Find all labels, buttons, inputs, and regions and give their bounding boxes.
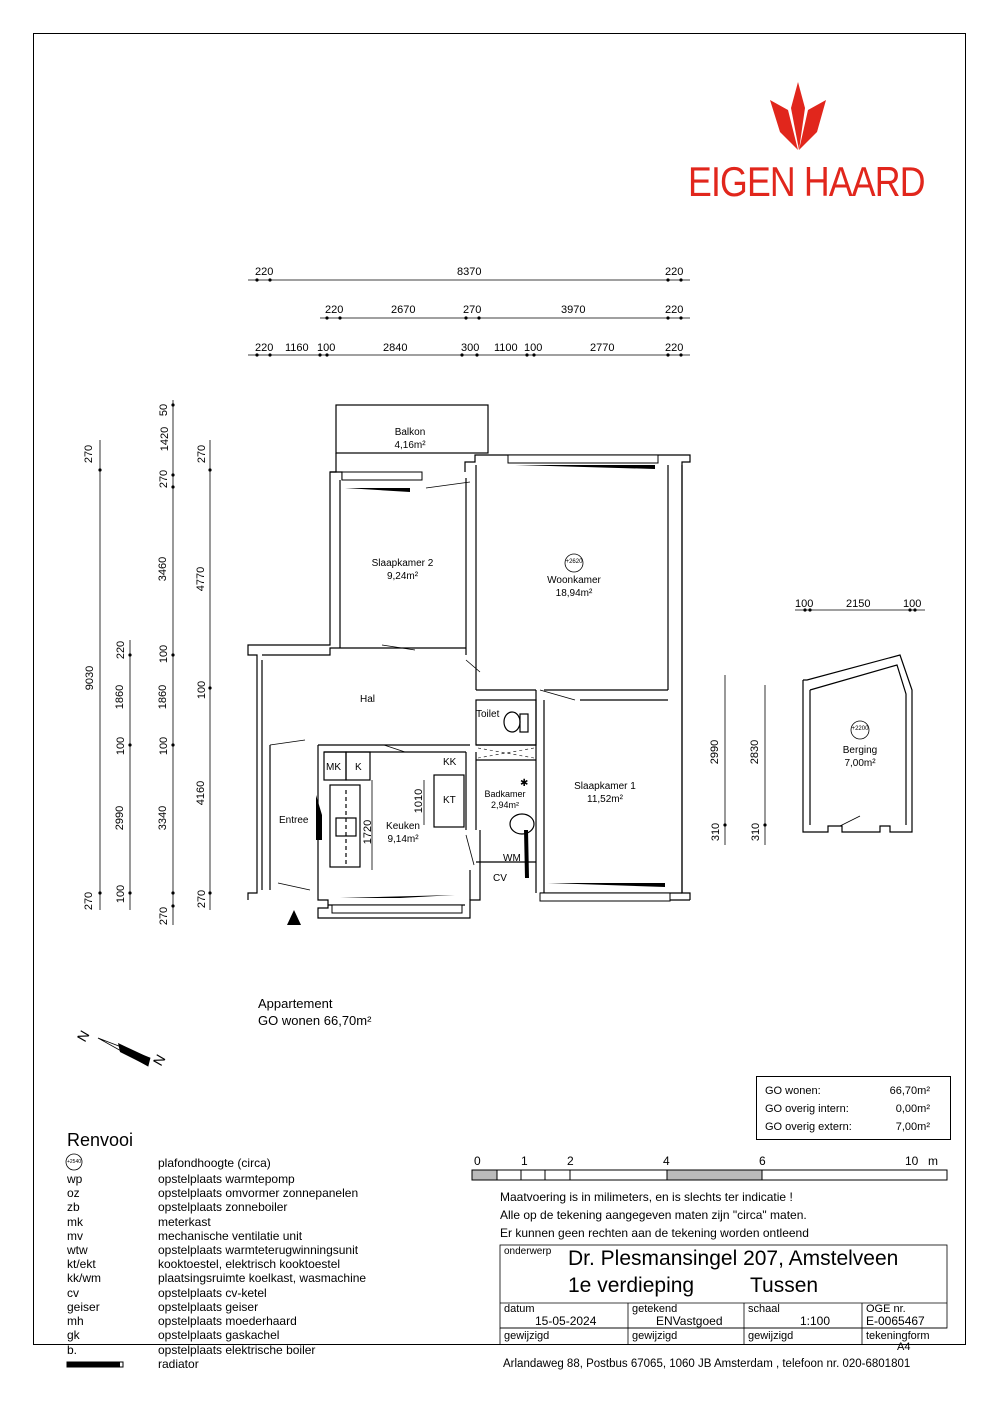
area-value: 7,00m² [895,1121,930,1133]
legend-abbr: geiser [67,1300,100,1314]
dim-label: 270 [196,444,209,464]
room-area: 11,52m² [587,794,623,805]
legend-abbr: kk/wm [67,1271,101,1285]
legend-desc: opstelplaats cv-ketel [158,1286,267,1300]
compass-letter: N [73,1027,93,1045]
legend-abbr: wtw [67,1243,88,1257]
dim-label: 1860 [114,684,127,710]
dim-label: 220 [115,640,128,660]
scale-tick: 6 [759,1154,766,1168]
room-badkamer [480,789,530,811]
dim-label: 220 [255,266,274,278]
summary-line2: GO wonen 66,70m² [258,1013,372,1028]
room-name: Slaapkamer 2 [371,558,434,569]
room-name: Woonkamer [547,575,601,586]
dim-label: 270 [196,889,209,909]
dim-label: 310 [750,822,763,842]
room-toilet: Toilet [476,709,500,720]
room-entree: Entree [279,815,309,826]
dim-label: 1420 [159,426,172,452]
scale-tick: 10 [905,1154,919,1168]
dim-label: 220 [665,266,684,278]
room-cv: CV [493,873,507,884]
room-mk: MK [326,762,341,773]
dim-label: 100 [196,680,209,700]
floor: 1e verdieping [568,1274,695,1297]
dim-label: 100 [795,598,814,610]
gewijzigd-label: gewijzigd [748,1330,794,1342]
area-value: 66,70m² [889,1085,930,1097]
legend-abbr: gk [67,1328,80,1342]
scale-tick: 4 [663,1154,670,1168]
scale-tick: 1 [521,1154,528,1168]
dim-label: 3970 [561,304,586,316]
legend-abbr: cv [67,1286,79,1300]
legend-abbr: kt/ekt [67,1257,96,1271]
type: Tussen [750,1274,819,1297]
legend-desc: plafondhoogte (circa) [158,1156,271,1170]
legend-abbr: oz [67,1186,80,1200]
dim-label: 1010 [413,788,426,814]
datum-value: 15-05-2024 [535,1314,597,1328]
walls [248,405,912,918]
dim-label: 1100 [494,342,518,354]
note: Er kunnen geen rechten aan de tekening worden ontleend [500,1226,809,1240]
legend-abbr: mk [67,1215,83,1229]
room-name: Badkamer [484,789,526,799]
legend-radiator-fill [67,1362,120,1367]
dim-label: 270 [158,906,171,926]
dim-label: 4770 [195,566,208,592]
dim-label: 220 [255,342,274,354]
legend-desc: kooktoestel, elektrisch kooktoestel [158,1257,341,1271]
dim-label: 220 [665,304,684,316]
room-k: K [355,762,362,773]
room-name: Keuken [386,821,420,832]
room-berging [830,744,890,770]
ceiling-height-label: +2620 [565,559,583,565]
footer-address: Arlandaweg 88, Postbus 67065, 1060 JB Amsterdam , telefoon nr. 020-6801801 [503,1358,911,1370]
dim-label: 100 [115,736,128,756]
legend-desc: plaatsingsruimte koelkast, wasmachine [158,1271,367,1285]
room-woonkamer [535,574,613,600]
legend-desc: radiator [158,1357,199,1371]
scale-tick: 0 [474,1154,481,1168]
legend-abbr: b. [67,1343,78,1357]
legend-desc: opstelplaats elektrische boiler [158,1343,316,1357]
summary-line1: Appartement [258,996,333,1011]
dim-label: 2830 [749,739,762,765]
legend-desc: opstelplaats warmtepomp [158,1172,295,1186]
room-kt: KT [443,795,456,806]
legend-desc: opstelplaats warmteterugwinningsunit [158,1243,359,1257]
note: Alle op de tekening aangegeven maten zijn "circa" maten. [500,1208,807,1222]
oge-label: OGE nr. [866,1303,906,1315]
room-name: Slaapkamer 1 [574,781,636,792]
dim-label: 100 [524,342,543,354]
dim-label: 2990 [114,805,127,831]
datum-label: datum [504,1303,535,1315]
dim-label: 300 [461,342,480,354]
legend-ceiling-label: +2540 [66,1159,82,1165]
legend-desc: opstelplaats gaskachel [158,1328,280,1342]
room-name: Berging [842,745,878,756]
dim-label: 2770 [590,342,615,354]
scale-tick: 2 [567,1154,574,1168]
compass-icon [98,1038,150,1066]
compass-letter: N [149,1051,169,1069]
schaal-label: schaal [748,1303,780,1315]
dim-label: 100 [903,598,922,610]
dim-label: 2990 [709,739,722,765]
room-area: 9,14m² [387,834,419,845]
dim-label: 50 [158,403,171,417]
dim-label: 3460 [157,556,170,582]
dim-label: 8370 [457,266,482,278]
note: Maatvoering is in milimeters, en is slechts ter indicatie ! [500,1190,793,1204]
scale-unit: m [928,1154,938,1168]
getekend-label: getekend [632,1303,678,1315]
room-slaapkamer-2 [360,557,445,583]
dim-label: 310 [710,822,723,842]
dimension-ticks [98,278,916,907]
dim-label: 270 [83,891,96,911]
gewijzigd-label: gewijzigd [504,1330,550,1342]
legend-desc: meterkast [158,1215,211,1229]
getekend-value: ENVastgoed [656,1314,723,1328]
room-keuken [378,820,428,846]
dim-label: 100 [158,736,171,756]
room-area: 2,94m² [490,800,519,810]
gewijzigd-label: gewijzigd [632,1330,678,1342]
room-hal: Hal [360,694,376,705]
dim-label: 9030 [84,665,97,691]
oge-value: E-0065467 [866,1314,925,1328]
area-label: GO overig intern: [765,1103,849,1115]
legend-title: Renvooi [67,1130,134,1150]
entrance-marker-icon [287,910,301,925]
logo-text: EIGEN HAARD [688,158,925,205]
kitchen-guides [478,748,534,758]
room-name: Balkon [394,427,426,438]
onderwerp-label: onderwerp [504,1246,552,1257]
room-area: 4,16m² [394,440,426,451]
dim-label: 220 [665,342,684,354]
dim-label: 100 [317,342,336,354]
room-area: 18,94m² [555,588,593,599]
legend-abbr: mv [67,1229,83,1243]
room-wm: WM [503,853,521,864]
schaal-value: 1:100 [800,1314,831,1328]
tekeningform-label: tekeningform [866,1330,930,1342]
area-value: 0,00m² [895,1103,930,1115]
legend-desc: opstelplaats moederhaard [158,1314,297,1328]
room-balkon [380,426,440,452]
dim-label: 220 [325,304,344,316]
legend-desc: opstelplaats omvormer zonnepanelen [158,1186,359,1200]
address: Dr. Plesmansingel 207, Amstelveen [568,1247,899,1270]
room-area: 9,24m² [386,571,419,582]
legend-abbr: zb [67,1200,80,1214]
tekeningform-value: A4 [897,1341,911,1353]
dim-label: 100 [115,884,128,904]
legend-abbr: mh [67,1314,84,1328]
dim-label: 2150 [846,598,871,610]
dim-label: 1720 [362,819,375,845]
area-label: GO overig extern: [765,1121,852,1133]
legend-abbr: wp [67,1172,83,1186]
room-slaapkamer-1 [565,780,645,806]
areas-table [756,1076,951,1140]
area-label: GO wonen: [765,1085,821,1097]
room-area: 7,00m² [844,758,876,769]
legend-desc: mechanische ventilatie unit [158,1229,303,1243]
dim-label: 1860 [157,684,170,710]
dim-label: 270 [158,469,171,489]
ceiling-height-label: +2200 [851,726,869,732]
scale-bar [472,1170,947,1180]
eigen-haard-logo-icon [770,82,826,150]
dim-label: 270 [83,444,96,464]
doors [270,482,860,890]
dim-label: 100 [158,644,171,664]
dim-label: 2670 [391,304,416,316]
dim-label: 3340 [157,805,170,831]
dim-label: 1160 [285,342,309,354]
room-kk: KK [443,757,457,768]
dim-label: 4160 [195,780,208,806]
legend-desc: opstelplaats zonneboiler [158,1200,288,1214]
light-icon: ✱ [520,778,529,789]
dim-label: 2840 [383,342,408,354]
dim-label: 270 [463,304,482,316]
legend-desc: opstelplaats geiser [158,1300,259,1314]
